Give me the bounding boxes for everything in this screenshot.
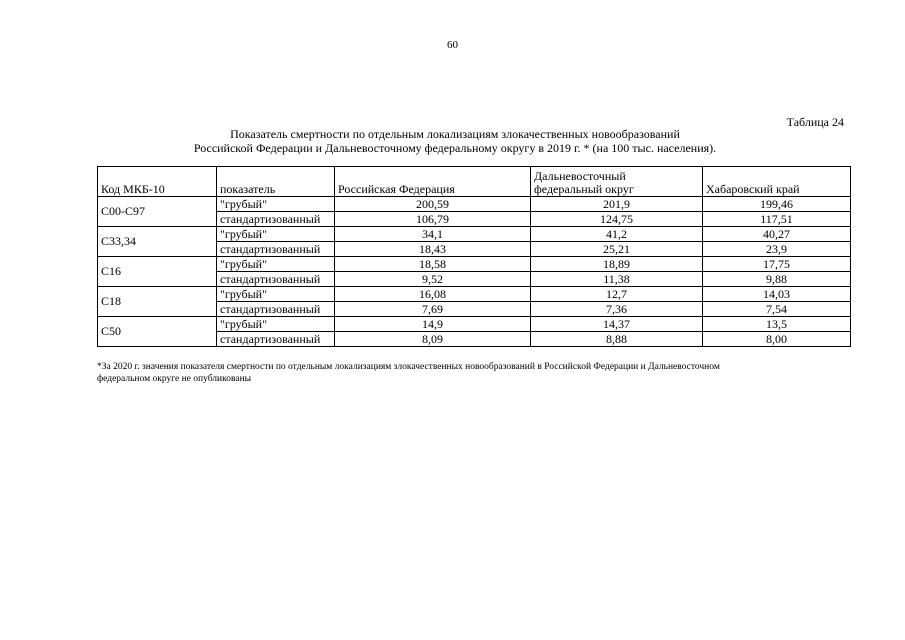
table-label: Таблица 24 xyxy=(786,115,844,129)
value-dfo: 18,89 xyxy=(531,257,703,272)
value-khabarovsk: 9,88 xyxy=(703,272,851,287)
value-rf: 18,43 xyxy=(335,242,531,257)
table-row xyxy=(98,197,851,212)
value-khabarovsk: 40,27 xyxy=(703,227,851,242)
value-khabarovsk: 117,51 xyxy=(703,212,851,227)
indicator-crude: "грубый" xyxy=(217,227,335,242)
value-dfo: 8,88 xyxy=(531,332,703,347)
indicator-crude: "грубый" xyxy=(217,287,335,302)
header-far-eastern-line-1: Дальневосточный xyxy=(534,169,626,183)
indicator-standardized: стандартизованный xyxy=(217,212,335,227)
value-khabarovsk: 14,03 xyxy=(703,287,851,302)
header-russian-federation: Российская Федерация xyxy=(335,167,531,197)
table-caption xyxy=(80,127,830,155)
value-dfo: 41,2 xyxy=(531,227,703,242)
table-row xyxy=(98,257,851,272)
value-rf: 106,79 xyxy=(335,212,531,227)
caption-line-1: Показатель смертности по отдельным локализациям злокачественных новообразований xyxy=(230,127,680,141)
value-dfo: 7,36 xyxy=(531,302,703,317)
value-rf: 9,52 xyxy=(335,272,531,287)
value-rf: 18,58 xyxy=(335,257,531,272)
value-rf: 7,69 xyxy=(335,302,531,317)
value-khabarovsk: 199,46 xyxy=(703,197,851,212)
value-dfo: 201,9 xyxy=(531,197,703,212)
table-row xyxy=(98,317,851,332)
footnote-line-1: *За 2020 г. значения показателя смертности по отдельным локализациям злокачественных новообразований в Российской Федерации и Дальневосточном xyxy=(97,362,720,372)
header-code: Код МКБ-10 xyxy=(98,167,217,197)
value-rf: 14,9 xyxy=(335,317,531,332)
indicator-standardized: стандартизованный xyxy=(217,242,335,257)
value-dfo: 14,37 xyxy=(531,317,703,332)
icd-code-cell: С00-С97 xyxy=(98,197,217,227)
table-header-row xyxy=(98,167,851,197)
caption-line-2: Российской Федерации и Дальневосточному федеральному округу в 2019 г. * (на 100 тыс. населения). xyxy=(193,141,717,155)
header-far-eastern-district xyxy=(531,167,703,197)
header-far-eastern-line-2: федеральный округ xyxy=(534,182,634,196)
table-row xyxy=(98,287,851,302)
value-dfo: 124,75 xyxy=(531,212,703,227)
value-rf: 8,09 xyxy=(335,332,531,347)
value-rf: 16,08 xyxy=(335,287,531,302)
value-dfo: 12,7 xyxy=(531,287,703,302)
icd-code-cell: С18 xyxy=(98,287,217,317)
value-rf: 200,59 xyxy=(335,197,531,212)
footnote-line-2: федеральном округе не опубликованы xyxy=(97,374,252,384)
table-row xyxy=(98,227,851,242)
value-khabarovsk: 8,00 xyxy=(703,332,851,347)
mortality-table xyxy=(97,166,851,347)
value-dfo: 11,38 xyxy=(531,272,703,287)
indicator-crude: "грубый" xyxy=(217,317,335,332)
indicator-crude: "грубый" xyxy=(217,197,335,212)
value-dfo: 25,21 xyxy=(531,242,703,257)
indicator-standardized: стандартизованный xyxy=(217,302,335,317)
icd-code-cell: С50 xyxy=(98,317,217,347)
page-number: 60 xyxy=(447,39,458,51)
indicator-crude: "грубый" xyxy=(217,257,335,272)
icd-code-cell: С16 xyxy=(98,257,217,287)
indicator-standardized: стандартизованный xyxy=(217,332,335,347)
value-rf: 34,1 xyxy=(335,227,531,242)
value-khabarovsk: 13,5 xyxy=(703,317,851,332)
value-khabarovsk: 23,9 xyxy=(703,242,851,257)
value-khabarovsk: 17,75 xyxy=(703,257,851,272)
header-khabarovsk-krai: Хабаровский край xyxy=(703,167,851,197)
footnote xyxy=(97,361,857,385)
indicator-standardized: стандартизованный xyxy=(217,272,335,287)
icd-code-cell: С33,34 xyxy=(98,227,217,257)
value-khabarovsk: 7,54 xyxy=(703,302,851,317)
header-indicator: показатель xyxy=(217,167,335,197)
